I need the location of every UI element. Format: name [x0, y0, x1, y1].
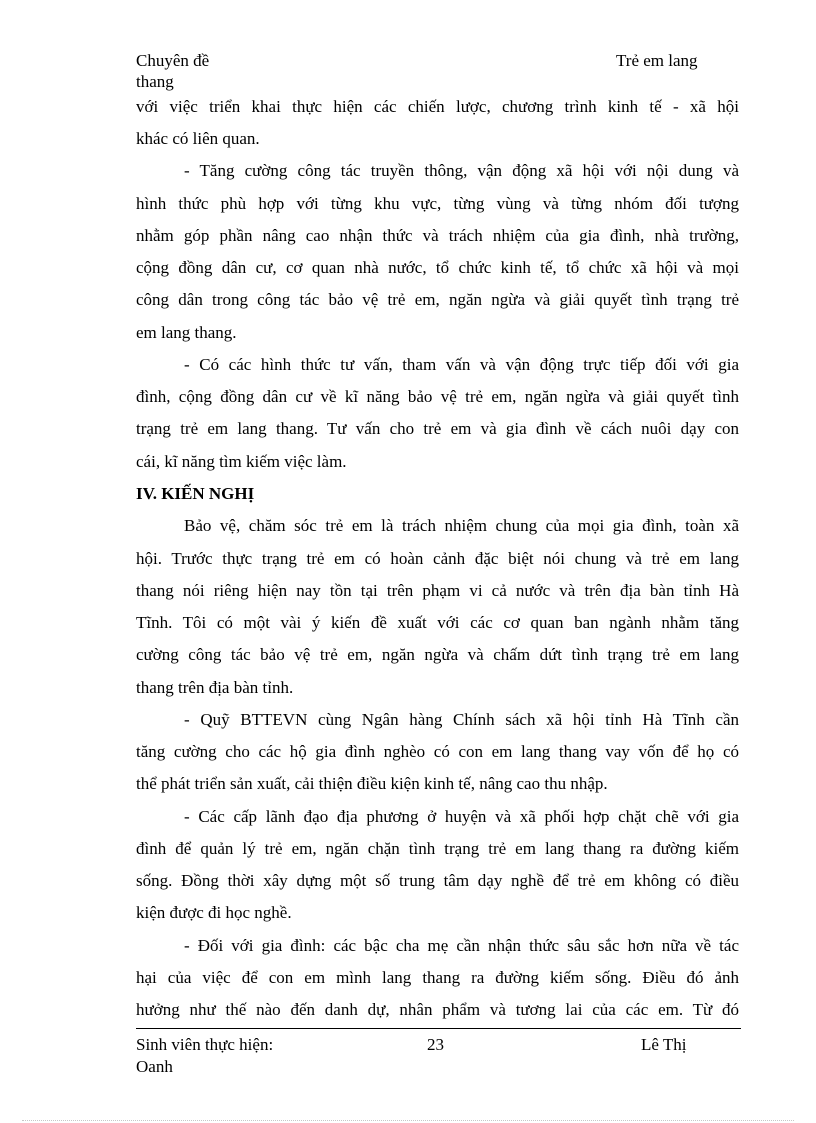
body-line: thang trên địa bàn tỉnh. [136, 678, 294, 697]
header-right: Trẻ em lang [616, 51, 698, 70]
header-left-line1: Chuyên đề [136, 51, 210, 70]
body-line: - Các cấp lãnh đạo địa phương ở huyện và xã phối hợp chặt chẽ với gia [184, 807, 739, 826]
footer-left-line2: Oanh [136, 1057, 173, 1076]
footer-left-line1: Sinh viên thực hiện: [136, 1035, 274, 1054]
body-line: nhằm góp phần nâng cao nhận thức và trách nhiệm của gia đình, nhà trường, [136, 226, 739, 245]
body-line: Tĩnh. Tôi có một vài ý kiến đề xuất với các cơ quan ban ngành nhằm tăng [136, 613, 739, 632]
body-line: hại của việc để con em mình lang thang ra đường kiếm sống. Điều đó ảnh [136, 968, 739, 987]
body-line: hội. Trước thực trạng trẻ em có hoàn cảnh đặc biệt nói chung và trẻ em lang [136, 549, 739, 568]
body-line: thể phát triển sản xuất, cải thiện điều kiện kinh tế, nâng cao thu nhập. [136, 774, 608, 793]
body-line: với việc triển khai thực hiện các chiến lược, chương trình kinh tế - xã hội [136, 97, 739, 116]
body-line: tăng cường cho các hộ gia đình nghèo có con em lang thang vay vốn để họ có [136, 742, 739, 761]
body-line: - Có các hình thức tư vấn, tham vấn và vận động trực tiếp đối với gia [184, 355, 739, 374]
footer-page-number: 23 [427, 1035, 444, 1054]
body-line: - Tăng cường công tác truyền thông, vận động xã hội với nội dung và [184, 161, 739, 180]
body-line: công dân trong công tác bảo vệ trẻ em, ngăn ngừa và giải quyết tình trạng trẻ [136, 290, 739, 309]
page-edge-divider [22, 1120, 794, 1121]
body-line: trạng trẻ em lang thang. Tư vấn cho trẻ em và gia đình về cách nuôi dạy con [136, 419, 739, 438]
body-line: em lang thang. [136, 323, 237, 342]
header-left-line2: thang [136, 72, 174, 91]
body-line: cái, kĩ năng tìm kiếm việc làm. [136, 452, 347, 471]
body-line: - Đối với gia đình: các bậc cha mẹ cần nhận thức sâu sắc hơn nữa về tác [184, 936, 739, 955]
footer-right: Lê Thị [641, 1035, 687, 1054]
body-line: cường công tác bảo vệ trẻ em, ngăn ngừa và chấm dứt tình trạng trẻ em lang [136, 645, 739, 664]
body-line: - Quỹ BTTEVN cùng Ngân hàng Chính sách xã hội tỉnh Hà Tĩnh cần [184, 710, 739, 729]
body-line: hình thức phù hợp với từng khu vực, từng vùng và từng nhóm đối tượng [136, 194, 739, 213]
body-line: đình để quản lý trẻ em, ngăn chặn tình trạng trẻ em lang thang ra đường kiếm [136, 839, 739, 858]
body-line: cộng đồng dân cư, cơ quan nhà nước, tổ chức kinh tế, tổ chức xã hội và mọi [136, 258, 739, 277]
footer-rule [136, 1028, 741, 1029]
body-line: hưởng như thế nào đến danh dự, nhân phẩm và tương lai của các em. Từ đó [136, 1000, 739, 1019]
body-line: sống. Đồng thời xây dựng một số trung tâm dạy nghề để trẻ em không có điều [136, 871, 739, 890]
body-line: đình, cộng đồng dân cư về kĩ năng bảo vệ trẻ em, ngăn ngừa và giải quyết tình [136, 387, 739, 406]
body-line: khác có liên quan. [136, 129, 260, 148]
body-line: kiện được đi học nghề. [136, 903, 292, 922]
section-heading: IV. KIẾN NGHỊ [136, 484, 255, 503]
body-line: Bảo vệ, chăm sóc trẻ em là trách nhiệm chung của mọi gia đình, toàn xã [184, 516, 739, 535]
body-line: thang nói riêng hiện nay tồn tại trên phạm vi cả nước và trên địa bàn tỉnh Hà [136, 581, 739, 600]
